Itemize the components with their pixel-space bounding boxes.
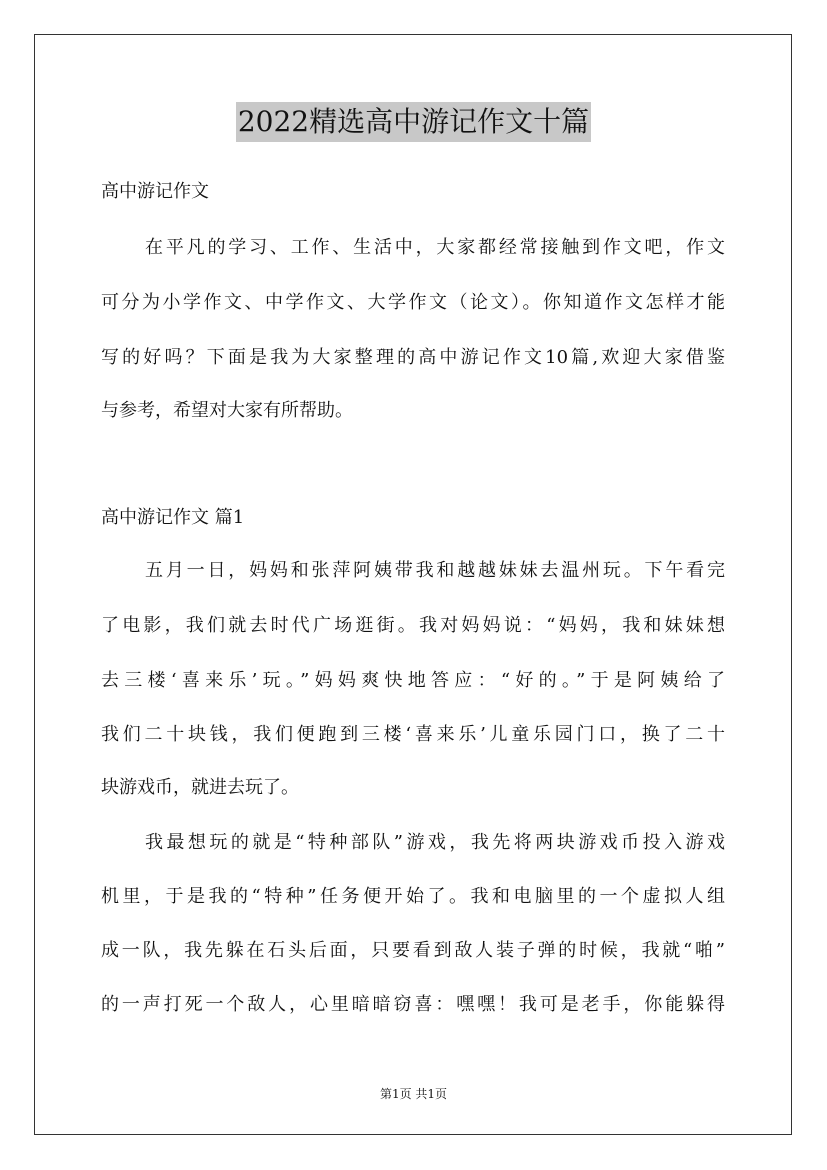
section1-para1-line: 了电影，我们就去时代广场逛街。我对妈妈说：“妈妈，我和妹妹想 (101, 615, 725, 636)
intro-line: 写的好吗？下面是我为大家整理的高中游记作文10篇,欢迎大家借鉴 (101, 347, 725, 368)
section1-heading: 高中游记作文 篇1 (101, 507, 245, 528)
intro-heading: 高中游记作文 (101, 181, 209, 202)
title-container (0, 102, 827, 142)
document-title: 2022精选高中游记作文十篇 (236, 102, 591, 142)
section1-para2-line: 成一队，我先躲在石头后面，只要看到敌人装子弹的时候，我就“啪” (101, 940, 725, 961)
section1-para2-line: 机里，于是我的“特种”任务便开始了。我和电脑里的一个虚拟人组 (101, 886, 725, 907)
intro-line: 在平凡的学习、工作、生活中，大家都经常接触到作文吧，作文 (145, 237, 725, 258)
section1-para1-line: 五月一日，妈妈和张萍阿姨带我和越越妹妹去温州玩。下午看完 (145, 560, 725, 581)
section1-para2-line: 我最想玩的就是“特种部队”游戏，我先将两块游戏币投入游戏 (145, 832, 725, 853)
section1-para1-line: 去三楼‘喜来乐’玩。”妈妈爽快地答应：“好的。”于是阿姨给了 (101, 670, 725, 691)
section1-para2-line: 的一声打死一个敌人，心里暗暗窃喜：嘿嘿！我可是老手，你能躲得 (101, 994, 725, 1015)
section1-para1-line: 块游戏币，就进去玩了。 (101, 777, 299, 798)
intro-line: 与参考，希望对大家有所帮助。 (101, 400, 353, 421)
intro-line: 可分为小学作文、中学作文、大学作文（论文）。你知道作文怎样才能 (101, 292, 725, 313)
section1-para1-line: 我们二十块钱，我们便跑到三楼‘喜来乐’儿童乐园门口，换了二十 (101, 724, 725, 745)
page-number-footer: 第1页 共1页 (379, 1087, 448, 1101)
